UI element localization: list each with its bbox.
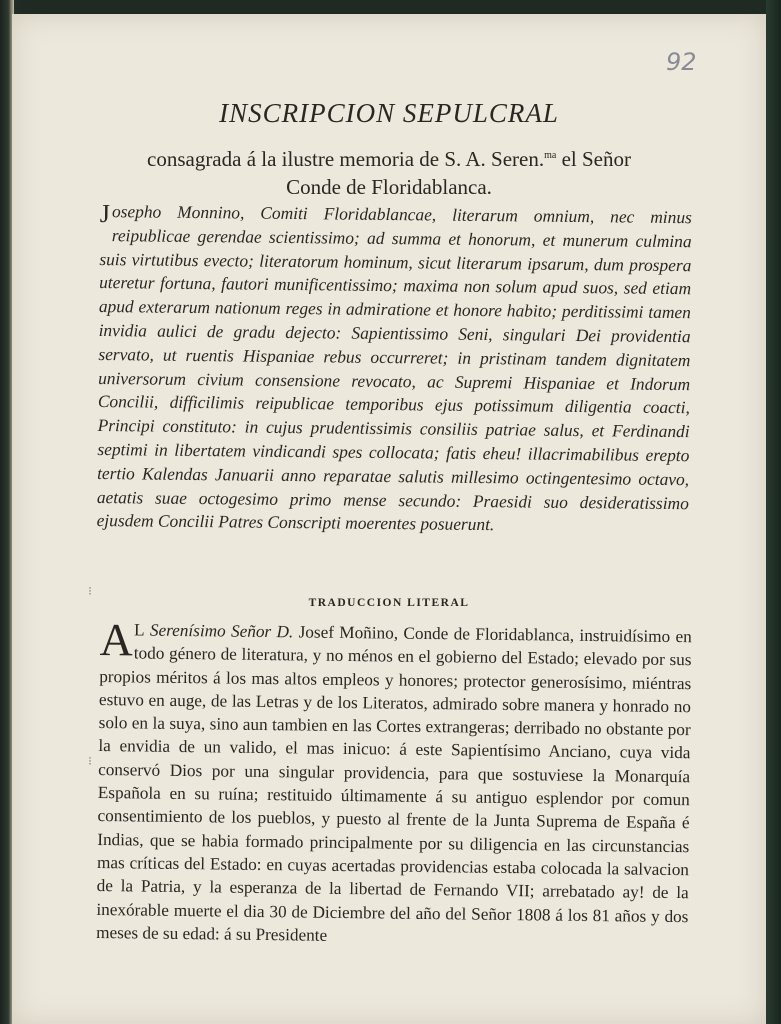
scan-border: [766, 0, 781, 1024]
inscription-title: INSCRIPCION SEPULCRAL: [219, 98, 559, 128]
subtitle-superscript: ma: [544, 150, 557, 161]
translation-text: Josef Moñino, Conde de Floridablanca, instruidísimo en todo género de literatura, y no ménos en el gobierno del Estado; elevado por sus propios méritos á los mas altos empleos y honores; protector generosísimo, miéntras estuvo en auge, de las Letras y de los Literatos, admirado sobre manera y honrado no solo en la suya, sino aun tambien en las Cortes extrangeras; derribado no obstante por la envidia de un valido, el mas inicuo: á este Sapientísimo Anciano, cuya vida conservó Dios por una singular providencia, para que sostuviese la Monarquía Española en su ruína; restituido últimamente á su antiguo esplendor por comun consentimiento de los pueblos, y puesto al frente de la Junta Suprema de España é Indias, que se habia formado principalmente por su diligencia en las circunstancias mas críticas del Estado: en cuyas acertadas providencias estaba colocada la salvacion de la Patria, y la esperanza de la libertad de Fernando VII; arrebatado ay! de la inexórable muerte el dia 30 de Diciembre del año del Señor 1808 á los 81 años y dos meses de su edad: á su Presidente: [96, 622, 692, 945]
page-number: 92: [666, 48, 697, 76]
translation-italic: Serenísimo Señor D.: [144, 620, 294, 642]
subtitle-line1-pre: consagrada á la ilustre memoria de S. A. Seren.: [147, 147, 545, 171]
subtitle-line1-post: el Señor: [556, 147, 631, 171]
document-page: [12, 14, 766, 1024]
spanish-translation: [96, 614, 692, 951]
latin-text: osepho Monnino, Comiti Floridablancae, literarum omnium, nec minus reipublicae gerendae scientissimo; ad summa et honorum, et munerum culmina suis virtutibus evecto; literatorum hominum, sicut literarum ipsarum, dum prospera uteretur fortuna, fautori munificentissimo; maxima non solum apud suos, sed etiam apud exterarum nationum reges in admiratione et honore habito; perditissimi tamen invidia aulici de gradu dejecto: Sapientissimo Seni, singulari Dei providentia servato, ut ruentis Hispaniae rebus occurreret; in pristinam tandem dignitatem universorum civium consensione revocato, ac Supremi Hispaniae et Indorum Concilii, difficilimis reipublicae temporibus ejus potissimum diligentia coacti, Principi constituto: in cujus prudentissimis consiliis patriae salus, et Ferdinandi septimi in libertatem vindicandi spes collocata; fatis eheu! illacrimabilibus erepto tertio Kalendas Januarii anno reparatae salutis millesimo octingentesimo octavo, aetatis suae octogesimo primo mense secundo: Praesidi suo desideratissimo ejusdem Concilii Patres Conscripti moerentes posuerunt.: [96, 201, 692, 535]
margin-mark: ⁝: [88, 584, 92, 598]
translation-dropcap: A: [99, 614, 134, 666]
translation-heading: TRADUCCION LITERAL: [308, 597, 470, 609]
translation-first: L: [133, 620, 145, 640]
latin-dropcap: J: [99, 199, 111, 229]
latin-inscription: [97, 200, 692, 539]
inscription-subtitle: [52, 142, 726, 201]
subtitle-line2: Conde de Floridablanca.: [286, 175, 492, 199]
margin-mark: ⁝: [88, 754, 92, 768]
